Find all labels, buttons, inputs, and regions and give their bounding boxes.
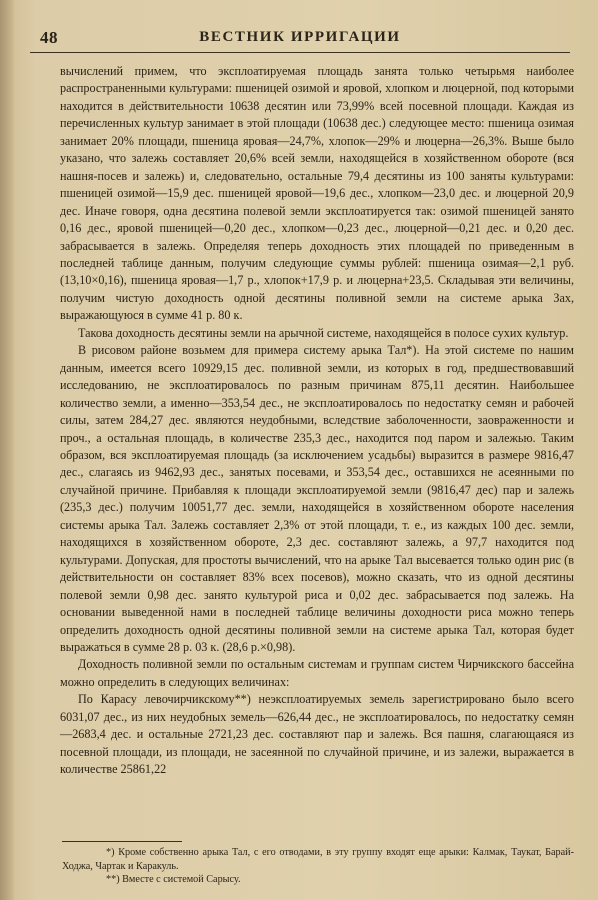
paragraph-5: По Карасу левочирчикскому**) неэксплоатируемых земель зарегистрировано было всего 6031,07 дес., из них неудобных земель—626,44 дес., не эксплоатировалось, по недостатку семян—2683,4 дес. и остальные 2721,23 дес. составляют пар и залежь. Вся пашня, слагающаяся из посевной площади, из площади, не засеянной по случайной причине, и из залежи, выражается в количестве 25861,22 [60,692,574,777]
paragraph-2: Такова доходность десятины земли на арычной системе, находящейся в полосе сухих культур. [78,325,569,340]
paragraph-4: Доходность поливной земли по остальным системам и группам систем Чирчикского бассейна можно определить в следующих величинах: [60,657,574,689]
page-number: 48 [40,28,58,47]
journal-title: ВЕСТНИК ИРРИГАЦИИ [199,29,401,45]
running-header [30,24,570,53]
footnote-1: *) Кроме собственно арыка Тал, с его отводами, в эту группу входят еще арыки: Калмак, Таукат, Барай-Ходжа, Чартак и Каракуль. [62,847,574,872]
paragraph-3: В рисовом районе возьмем для примера систему арыка Тал*). На этой системе по нашим данным, имеется всего 10929,15 дес. поливной земли, из которых в год, предшествовавший исследованию, не эксплоатировалось по разным причинам 875,11 десятин. Наибольшее количество земли, а именно—353,54 дес., не эксплоатировалось по недостатку семян и рабочей силы, затем 284,27 дес. являются неудобными, вследствие заболоченности, заовраженности и проч., а остальная площадь, в количестве 235,3 дес., находится под паром и залежью. Таким образом, вся эксплоатируемая площадь (за исключением усадьбы) выразится в размере 9816,47 дес., слагаясь из 9462,93 дес., занятых посевами, и 353,54 дес., оставшихся не асеянными по случайной причине. Прибавляя к площади эксплоатируемой земли (9816,47 дес) пар и залежь (235,3 дес.) получим 10051,77 дес. земли, находящейся в хозяйственном обороте населения системы арыка Тал. Залежь составляет 2,3% от этой площади, т. е., из каждых 100 дес. земли, находящихся в хозяйственном обороте, 2,3 дес. составляют залежь, а 97,7 находится под культурами. Допуская, для простоты вычислений, что на арыке Тал высевается только один рис (в действительности он составляет 83% всех посевов), можно сказать, что из одной десятины полевой земли 0,98 дес. занято культурой риса и 0,02 дес. забрасывается под залежь. На основании выведенной нами в последней таблице величины доходности риса можно теперь определить доходность одной десятины поливной земли на системе арыка Тал, которая будет выражаться в сумме 28 р. 03 к. (28,6 р.×0,98). [60,343,574,654]
footnote-2: **) Вместе с системой Сарысу. [106,874,241,885]
page-binding-edge [0,0,14,900]
paragraph-1: вычислений примем, что эксплоатируемая площадь занята только четырьмя наиболее распространенными культурами: пшеницей озимой и яровой, хлопком и люцерной, под которыми находится в действительности 10638 десятин или 73,99% всей посевной площади. Каждая из перечисленных культур занимает в этой площади (10638 дес.) следующее место: пшеница озимая занимает 20% площади, пшеница яровая—24,7%, хлопок—29% и люцерна—26,3%. Выше было указано, что залежь составляет 20,6% всей земли, находящейся в хозяйственном обороте (вся нашня-посев и залежь) и, следовательно, остальные 79,4 десятины из 100 заняты культурами: пшеницей озимой—15,9 дес. пшеницей яровой—19,6 дес., хлопком—23,0 дес. и люцерной 20,9 дес. Иначе говоря, одна десятина полевой земли эксплоатируется так: озимой пшеницей занято 0,16 дес., яровой пшеницей—0,20 дес., хлопком—0,23 дес., люцерной—0,21 дес. и 0,20 дес. забрасывается в залежь. Определяя теперь доходность этих площадей по приведенным в последней таблице данным, получим следующие суммы рублей: пшеница озимая—2,1 руб. (13,10×0,16), пшеница яровая—1,7 р., хлопок+17,9 р. и люцерна+23,5. Складывая эти величины, получим чистую доходность одной десятины поливной земли на системе арыка Зах, выражающуюся в сумме 41 р. 80 к. [60,64,574,323]
footnotes [62,846,574,887]
article-body [60,63,574,779]
footnote-divider [62,841,182,842]
